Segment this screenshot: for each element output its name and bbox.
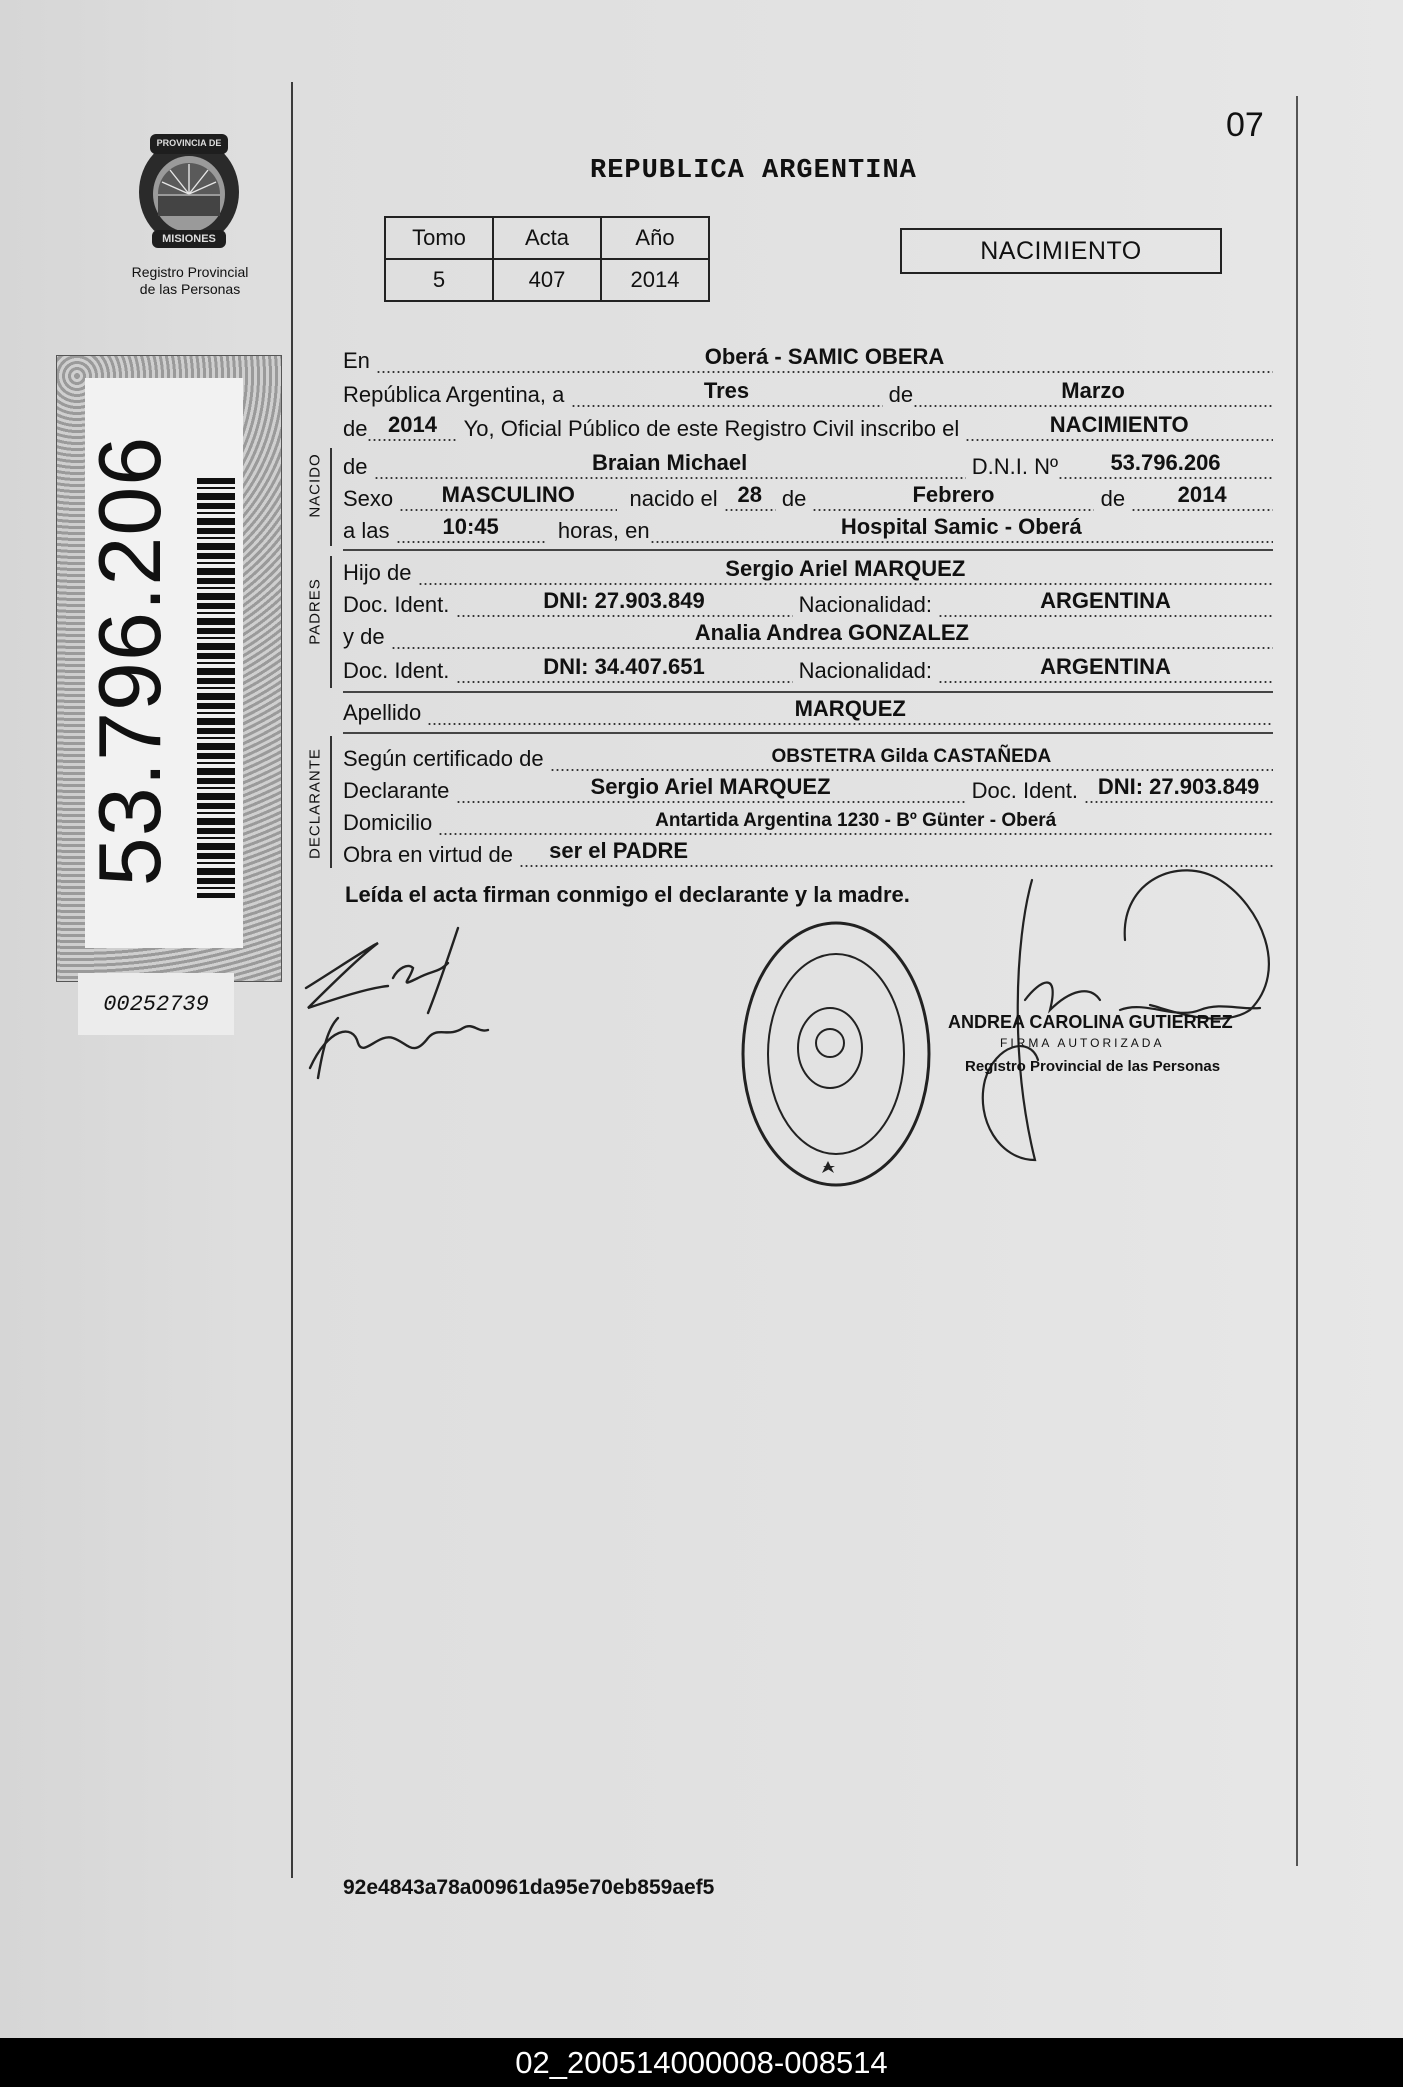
row-mother [343, 620, 1273, 650]
label-de-name: de [343, 454, 368, 479]
declarant-signature-icon [298, 918, 518, 1088]
value-act-name: NACIMIENTO [1049, 412, 1189, 437]
value-surname: MARQUEZ [794, 696, 906, 721]
label-y-de: y de [343, 624, 385, 649]
label-doc-ident-declarant: Doc. Ident. [971, 778, 1079, 803]
label-official-text: Yo, Oficial Público de este Registro Civil inscribo el [463, 416, 960, 441]
value-address: Antartida Argentina 1230 - Bº Günter - Oberá [655, 810, 1057, 831]
registry-name-line1: Registro Provincial [131, 264, 249, 280]
separator-nacido [343, 549, 1273, 551]
official-stamp-icon [738, 918, 934, 1190]
value-ano: 2014 [601, 259, 709, 301]
label-domicilio: Domicilio [343, 810, 433, 835]
value-mother-doc: DNI: 34.407.651 [543, 654, 705, 679]
section-label-padres: PADRES [306, 578, 324, 645]
file-id: 02_200514000008-008514 [515, 2044, 888, 2080]
serial-number: 00252739 [78, 973, 234, 1035]
section-line-declarante [330, 736, 332, 868]
dni-strip-number: 53.796.206 [80, 435, 179, 887]
value-place: Oberá - SAMIC OBERA [704, 344, 945, 369]
value-day: Tres [703, 378, 750, 403]
label-nacido-el: nacido el [629, 486, 718, 511]
closing-text: Leída el acta firman conmigo el declarante y la madre. [345, 882, 910, 907]
value-certificate-by: OBSTETRA Gilda CASTAÑEDA [771, 746, 1052, 767]
value-birth-month: Febrero [912, 482, 995, 507]
separator-padres [343, 691, 1273, 693]
officer-registry: Registro Provincial de las Personas [965, 1058, 1221, 1075]
dni-strip [56, 355, 282, 982]
value-declarant-doc: DNI: 27.903.849 [1097, 774, 1260, 799]
value-acta: 407 [493, 259, 601, 301]
label-de-birth-month: de [781, 486, 807, 511]
value-birth-place: Hospital Samic - Oberá [840, 514, 1082, 539]
registry-name [100, 264, 280, 298]
label-de-year: de [343, 416, 368, 441]
label-apellido: Apellido [343, 700, 422, 725]
value-father-name: Sergio Ariel MARQUEZ [725, 556, 966, 581]
seal-bottom-text: MISIONES [162, 233, 216, 245]
section-label-declarante: DECLARANTE [306, 748, 324, 859]
row-child-name [343, 450, 1273, 480]
row-mother-doc [343, 654, 1273, 684]
header-tomo: Tomo [385, 217, 493, 259]
value-birth-day: 28 [737, 482, 762, 507]
value-year: 2014 [388, 412, 437, 437]
value-mother-name: Analia Andrea GONZALEZ [694, 620, 969, 645]
officer-name: ANDREA CAROLINA GUTIERREZ [948, 1012, 1233, 1032]
province-seal-icon [130, 130, 248, 252]
row-surname [343, 696, 1273, 726]
row-sex-birth [343, 482, 1273, 512]
label-nacionalidad-mother: Nacionalidad: [798, 658, 932, 683]
header-ano: Año [601, 217, 709, 259]
value-father-doc: DNI: 27.903.849 [543, 588, 705, 613]
header-acta: Acta [493, 217, 601, 259]
label-segun: Según certificado de [343, 746, 544, 771]
barcode-icon [197, 478, 235, 898]
seal-top-text: PROVINCIA DE [156, 138, 222, 148]
label-de-birth-year: de [1100, 486, 1126, 511]
label-republica: República Argentina, a [343, 382, 565, 407]
value-tomo: 5 [385, 259, 493, 301]
value-father-nationality: ARGENTINA [1040, 588, 1171, 613]
label-hijo-de: Hijo de [343, 560, 412, 585]
value-sex: MASCULINO [441, 482, 575, 507]
document-title: REPUBLICA ARGENTINA [590, 156, 917, 186]
act-type-box: NACIMIENTO [900, 228, 1222, 274]
label-en: En [343, 348, 370, 373]
row-official [343, 412, 1273, 442]
value-mother-nationality: ARGENTINA [1040, 654, 1171, 679]
value-child-dni: 53.796.206 [1110, 450, 1221, 475]
label-sexo: Sexo [343, 486, 394, 511]
separator-apellido [343, 732, 1273, 734]
value-child-name: Braian Michael [591, 450, 748, 475]
row-father [343, 556, 1273, 586]
dni-strip-label-area [80, 378, 243, 948]
left-margin-line [291, 82, 293, 1878]
value-birth-year: 2014 [1177, 482, 1227, 507]
row-father-doc [343, 588, 1273, 618]
section-label-nacido: NACIDO [306, 453, 324, 518]
label-doc-ident-mother: Doc. Ident. [343, 658, 450, 683]
tomo-acta-ano-table [384, 216, 710, 302]
label-de-month: de [888, 382, 914, 407]
right-margin-line [1296, 96, 1298, 1866]
row-declarant [343, 774, 1273, 804]
row-date [343, 378, 1273, 408]
value-declarant-name: Sergio Ariel MARQUEZ [590, 774, 831, 799]
page-number: 07 [1226, 106, 1264, 144]
document-hash: 92e4843a78a00961da95e70eb859aef5 [343, 1876, 715, 1899]
label-dni: D.N.I. Nº [971, 454, 1058, 479]
officer-sub: FIRMA AUTORIZADA [1000, 1036, 1165, 1050]
value-month: Marzo [1061, 378, 1125, 403]
label-a-las: a las [343, 518, 390, 543]
row-address [343, 806, 1273, 836]
label-declarante: Declarante [343, 778, 450, 803]
row-time-place [343, 514, 1273, 544]
row-certificate [343, 742, 1273, 772]
label-obra: Obra en virtud de [343, 842, 513, 867]
registry-name-line2: de las Personas [139, 281, 241, 297]
section-line-nacido [330, 448, 332, 546]
label-nacionalidad-father: Nacionalidad: [798, 592, 932, 617]
label-horas-en: horas, en [557, 518, 650, 543]
row-place [343, 344, 1273, 374]
label-doc-ident-father: Doc. Ident. [343, 592, 450, 617]
value-birth-time: 10:45 [442, 514, 499, 539]
file-id-bar [0, 2038, 1403, 2087]
value-obra-reason: ser el PADRE [549, 838, 689, 863]
section-line-padres [330, 556, 332, 688]
